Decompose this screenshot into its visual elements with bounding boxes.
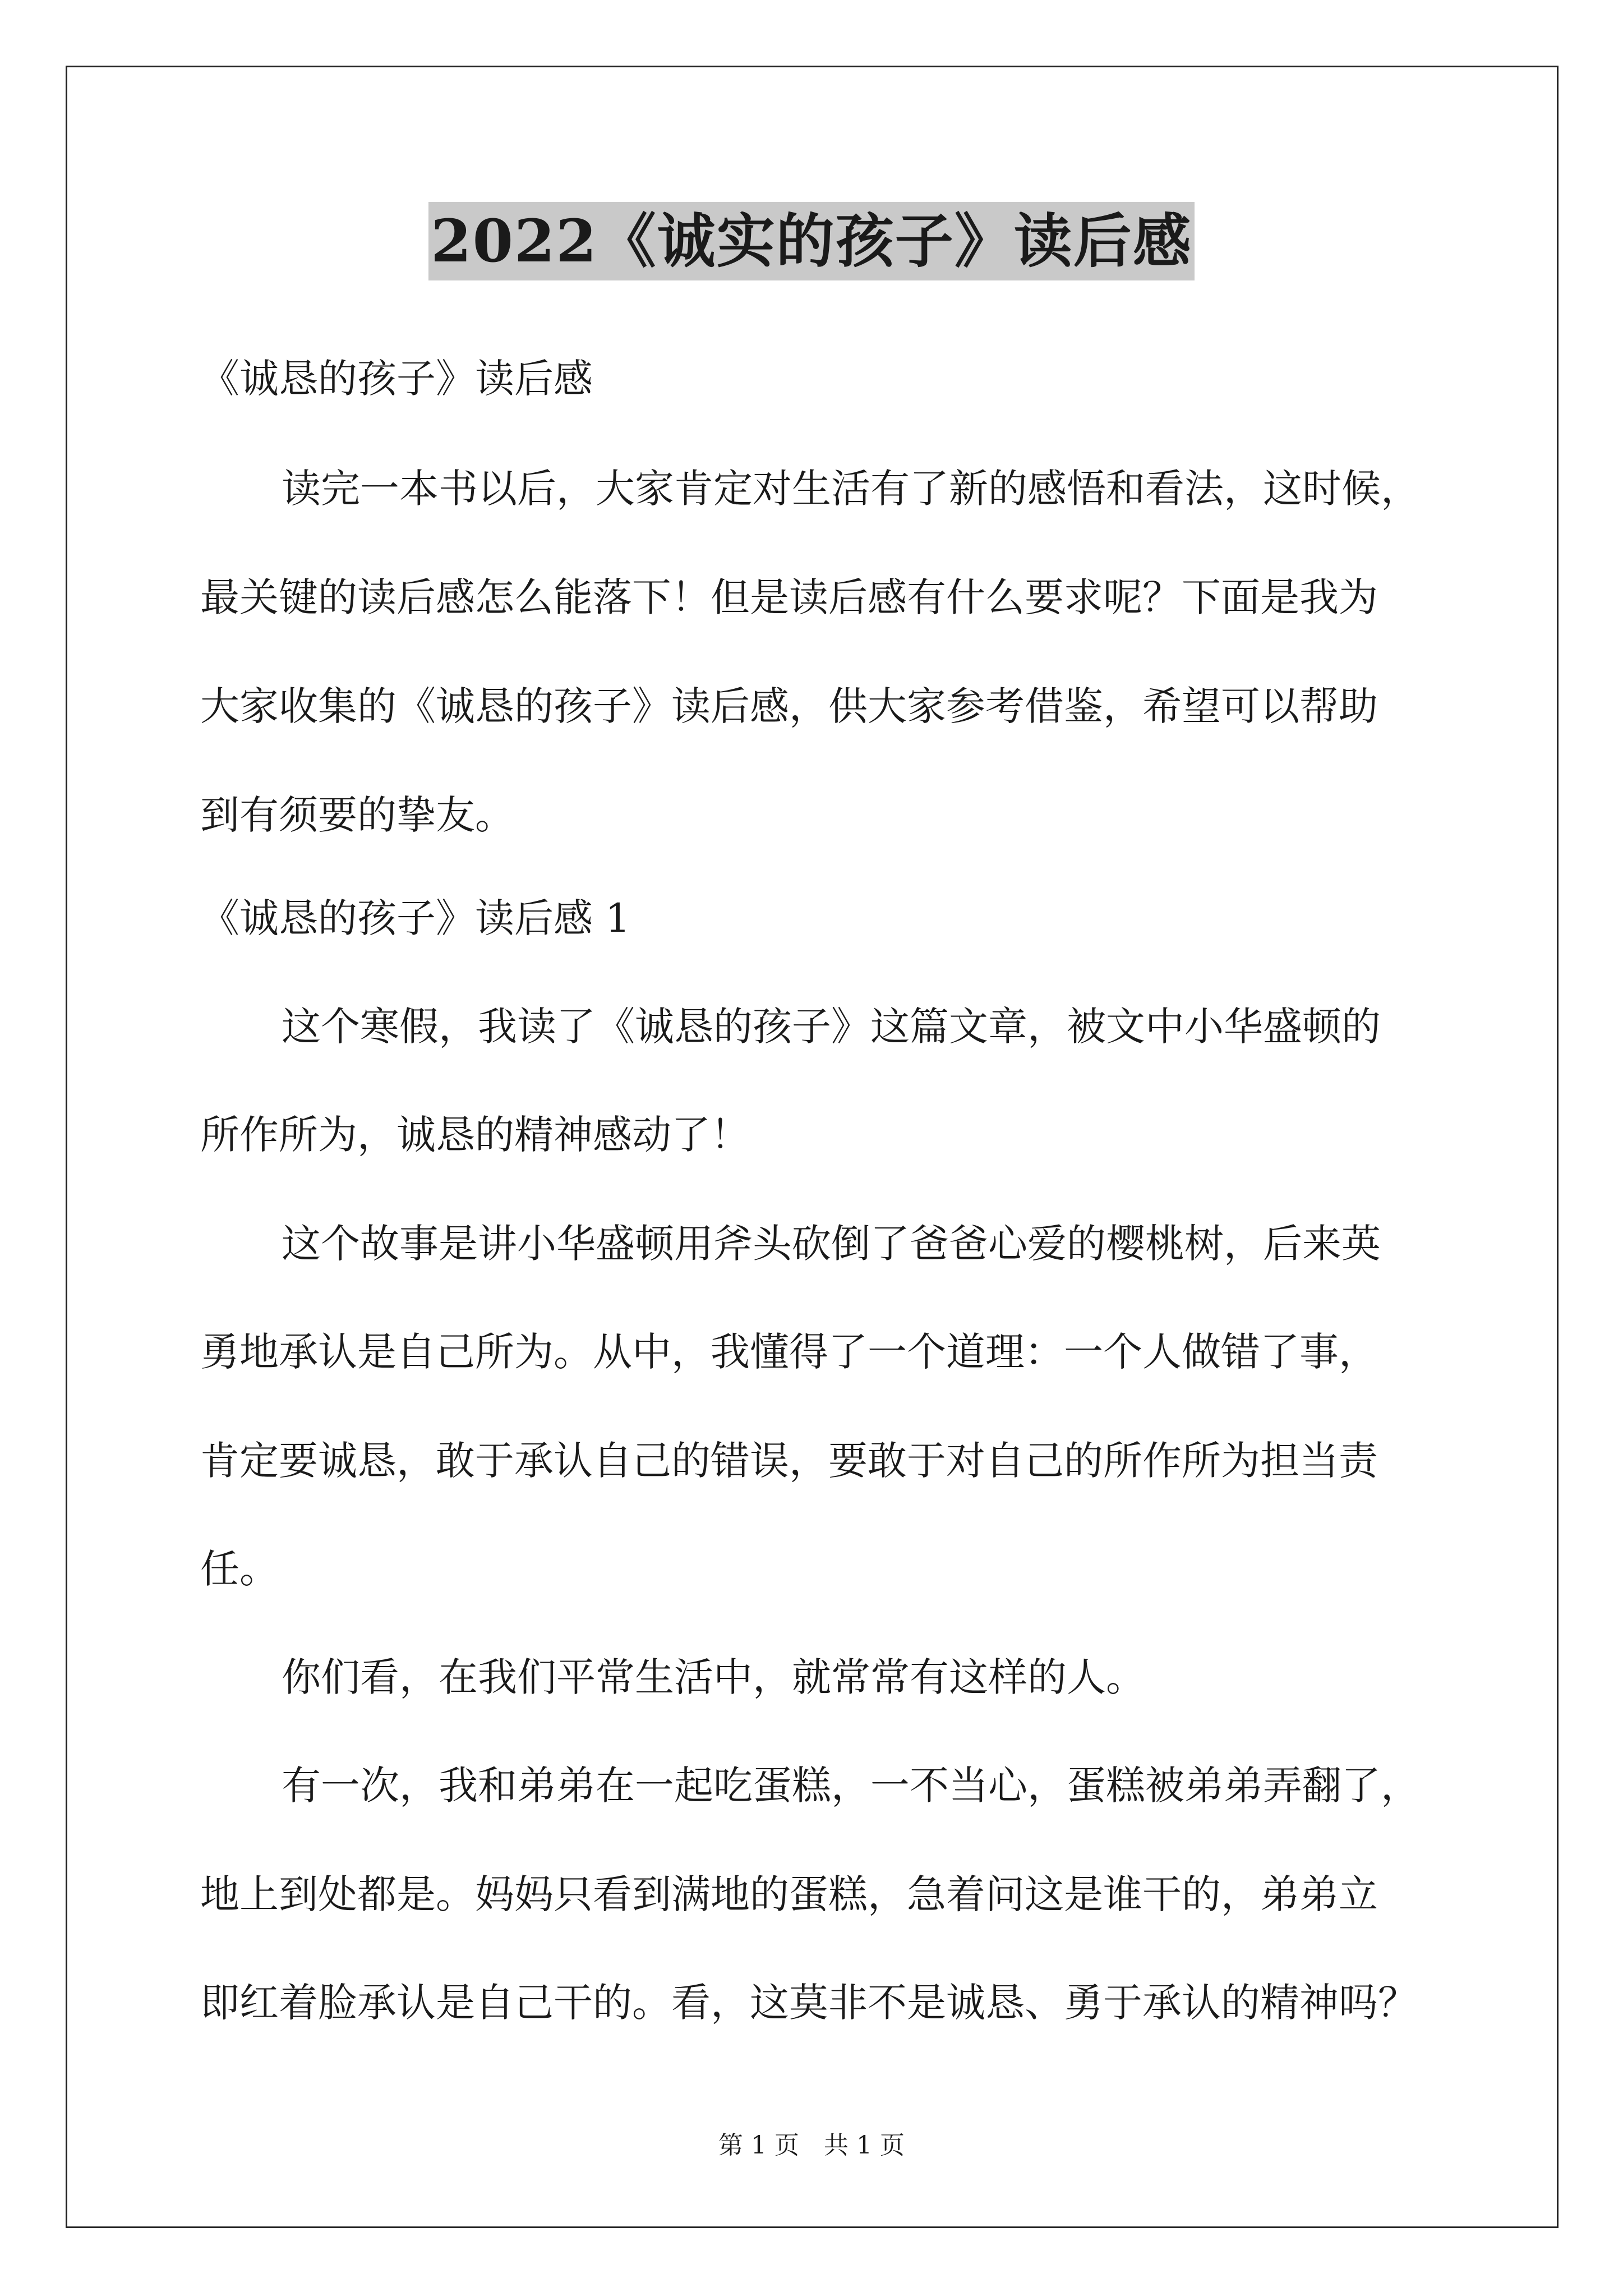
- intro-line: 到有须要的挚友。: [200, 792, 514, 838]
- paragraph-line: 肯定要诚恳，敢于承认自己的错误，要敢于对自己的所作所为担当责: [200, 1438, 1378, 1484]
- document-title: 2022《诚实的孩子》读后感: [428, 202, 1194, 280]
- subtitle: 《诚恳的孩子》读后感: [200, 356, 593, 402]
- section-heading: 《诚恳的孩子》读后感 1: [200, 895, 630, 941]
- title-container: [0, 202, 1623, 280]
- paragraph-line: 这个寒假，我读了《诚恳的孩子》这篇文章，被文中小华盛顿的: [282, 1004, 1381, 1050]
- page-footer: 第 1 页 共 1 页: [718, 2131, 905, 2160]
- intro-line: 大家收集的《诚恳的孩子》读后感，供大家参考借鉴，希望可以帮助: [200, 683, 1378, 729]
- intro-line: 读完一本书以后，大家肯定对生活有了新的感悟和看法，这时候，: [282, 466, 1420, 512]
- paragraph-line: 任。: [200, 1546, 279, 1592]
- paragraph-line: 即红着脸承认是自己干的。看，这莫非不是诚恳、勇于承认的精神吗？: [200, 1980, 1417, 2026]
- paragraph-line: 你们看，在我们平常生活中，就常常有这样的人。: [282, 1654, 1145, 1700]
- intro-line: 最关键的读后感怎么能落下！但是读后感有什么要求呢？下面是我为: [200, 574, 1378, 620]
- paragraph-line: 勇地承认是自己所为。从中，我懂得了一个道理：一个人做错了事，: [200, 1329, 1378, 1375]
- paragraph-line: 所作所为，诚恳的精神感动了！: [200, 1112, 750, 1158]
- paragraph-line: 地上到处都是。妈妈只看到满地的蛋糕，急着问这是谁干的，弟弟立: [200, 1871, 1378, 1917]
- paragraph-line: 这个故事是讲小华盛顿用斧头砍倒了爸爸心爱的樱桃树，后来英: [282, 1221, 1381, 1267]
- paragraph-line: 有一次，我和弟弟在一起吃蛋糕，一不当心，蛋糕被弟弟弄翻了，: [282, 1763, 1420, 1809]
